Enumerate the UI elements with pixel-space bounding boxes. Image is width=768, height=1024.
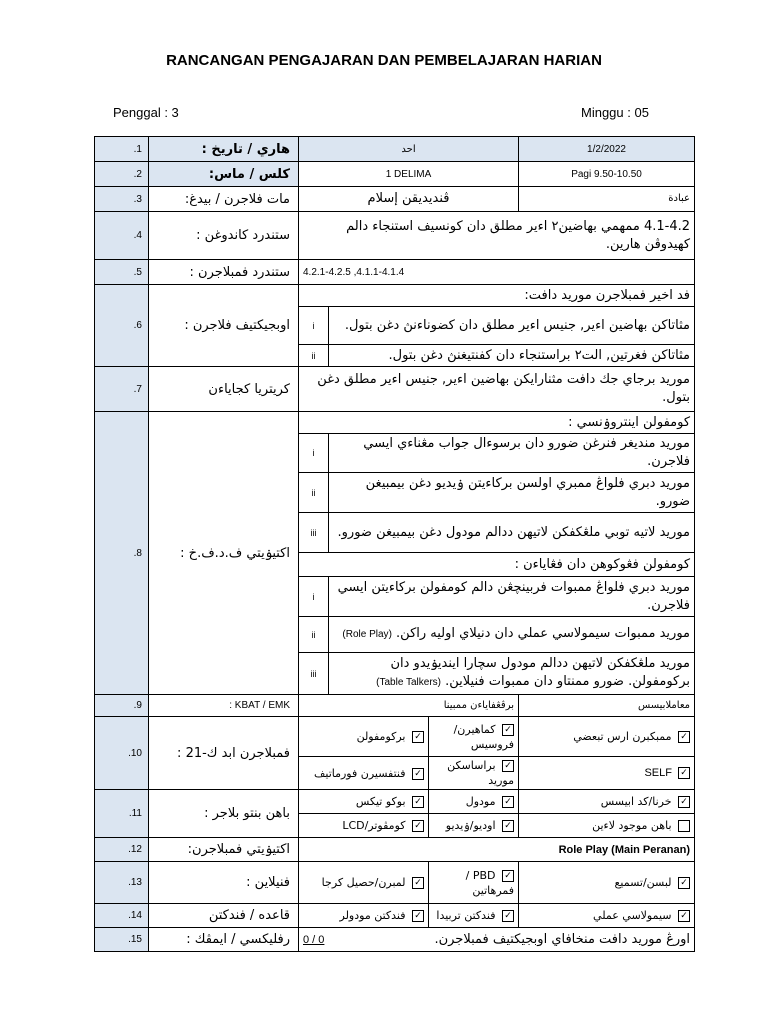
checkbox-item[interactable] [519, 717, 695, 757]
activity-text: موريد ممبوات سيمولاسي عملي دان دنيلاي اوليه راكن. [396, 626, 691, 641]
row-label-reflection: رفليكسي / ايمڤك : [149, 928, 299, 952]
table-row [95, 212, 695, 260]
emk-value: معاملابيسس [519, 695, 695, 717]
objective-item: مثاتاكن بهاضين اءير, جنيس اءير مطلق دان كضوناءنڽ دغن بتول. [329, 307, 695, 345]
table-row [95, 412, 695, 434]
row-number: .9 [95, 695, 149, 717]
checkbox-item[interactable] [299, 717, 429, 757]
row-label-class-time: كلس / ماس: [149, 162, 299, 187]
checkbox-item[interactable] [429, 814, 519, 838]
checkbox-checked-icon: ✓ [412, 768, 424, 780]
item-number: i [299, 307, 329, 345]
item-number: iii [299, 653, 329, 695]
row-number: .4 [95, 212, 149, 260]
checkbox-label: SELF [644, 766, 672, 779]
activity-item: موريد دبري فلواڠ ممبري اولسن بركاءيتن ۏيديو دغن بيمبيغن ضورو. [329, 473, 695, 513]
checkbox-label: كومڤوتر/LCD [342, 819, 406, 832]
table-row [95, 862, 695, 904]
checkbox-item[interactable] [429, 862, 519, 904]
row-number: .8 [95, 412, 149, 695]
checkbox-checked-icon: ✓ [502, 870, 514, 882]
time-value: Pagi 9.50-10.50 [519, 162, 695, 187]
checkbox-label: فندكتن مودولر [339, 909, 406, 922]
page-title: RANCANGAN PENGAJARAN DAN PEMBELAJARAN HARIAN [166, 52, 602, 69]
checkbox-item[interactable] [519, 757, 695, 790]
checkbox-item[interactable] [429, 790, 519, 814]
checkbox-checked-icon: ✓ [502, 820, 514, 832]
row-number: .1 [95, 137, 149, 162]
row-label-21st-century: فمبلاجرن ابد ك-21 : [149, 717, 299, 790]
table-row [95, 162, 695, 187]
item-number: iii [299, 513, 329, 553]
checkbox-item[interactable] [299, 904, 429, 928]
row-label-kbat-emk: KBAT / EMK : [149, 695, 299, 717]
kbat-value: برڤڠفاياءن ممبينا [299, 695, 519, 717]
learning-standard-value: 4.2.1-4.2.5 ,4.1.1-4.1.4 [299, 260, 695, 285]
row-number: .3 [95, 187, 149, 212]
reflection-ratio: 0 / 0 [303, 933, 325, 946]
objectives-heading: فد اخير فمبلاجرن موريد دافت: [299, 285, 695, 307]
checkbox-label: براساسكن موريد [447, 759, 515, 787]
lesson-plan-table [94, 136, 695, 952]
objective-item: مثاتاكن فغرتين, الت٢ براستنجاء دان كفنتيغنڽ دغن بتول. [329, 345, 695, 367]
checkbox-label: فندكتن تربيدا [436, 909, 496, 922]
checkbox-label: ممبكبرن ارس تبعضي [573, 730, 672, 743]
checkbox-item[interactable] [429, 904, 519, 928]
checkbox-item[interactable] [429, 757, 519, 790]
table-row [95, 904, 695, 928]
table-row [95, 285, 695, 307]
checkbox-label: مودول [465, 795, 496, 808]
checkbox-checked-icon: ✓ [678, 910, 690, 922]
checkbox-checked-icon: ✓ [502, 910, 514, 922]
item-number: ii [299, 473, 329, 513]
checkbox-checked-icon: ✓ [412, 877, 424, 889]
row-number: .2 [95, 162, 149, 187]
row-label-subject: مات فلاجرن / بيدغ: [149, 187, 299, 212]
checkbox-checked-icon: ✓ [678, 796, 690, 808]
item-number: ii [299, 345, 329, 367]
field-value: عبادة [519, 187, 695, 212]
checkbox-checked-icon: ✓ [412, 910, 424, 922]
activity-note: (Role Play) [342, 629, 392, 640]
table-row [95, 838, 695, 862]
checkbox-label: بركومفولن [356, 730, 406, 743]
activities-heading-enrichment: كومفولن فڠوكوهن دان فڠاياءن : [299, 553, 695, 577]
row-number: .12 [95, 838, 149, 862]
checkbox-checked-icon: ✓ [678, 731, 690, 743]
row-label-activity: اكتيۏيتي فمبلاجرن: [149, 838, 299, 862]
checkbox-item[interactable] [519, 904, 695, 928]
checkbox-checked-icon: ✓ [502, 760, 514, 772]
checkbox-label: لبسن/تسميع [614, 876, 672, 889]
checkbox-checked-icon: ✓ [412, 796, 424, 808]
checkbox-item[interactable] [519, 790, 695, 814]
checkbox-label: خرنا/كد ابيسس [600, 795, 672, 808]
term-label: Penggal : 3 [113, 105, 179, 120]
row-number: .10 [95, 717, 149, 790]
table-row [95, 367, 695, 412]
activity-item: موريد منديغر فنرغن ضورو دان برسوءال جواب مڠناءي ايسي فلاجرن. [329, 434, 695, 473]
activity-item [329, 617, 695, 653]
row-label-teaching-aids: باهن بنتو بلاجر : [149, 790, 299, 838]
row-number: .6 [95, 285, 149, 367]
checkbox-label: PBD /فمرهاتين [465, 868, 515, 897]
checkbox-checked-icon: ✓ [502, 724, 514, 736]
item-number: i [299, 577, 329, 617]
activity-item: موريد لاتيه توبي ملڠكفكن لاتيهن ددالم مودول دغن بيمبيغن ضورو. [329, 513, 695, 553]
row-label-content-standard: ستندرد كاندوغن : [149, 212, 299, 260]
checkbox-empty-icon [678, 820, 690, 832]
checkbox-label: اوديو/ۏيديو [445, 819, 496, 832]
checkbox-item[interactable] [299, 862, 429, 904]
checkbox-checked-icon: ✓ [502, 796, 514, 808]
checkbox-checked-icon: ✓ [412, 820, 424, 832]
checkbox-item[interactable] [429, 717, 519, 757]
row-label-assessment: فنيلاين : [149, 862, 299, 904]
row-label-learning-standard: ستندرد فمبلاجرن : [149, 260, 299, 285]
table-row [95, 260, 695, 285]
checkbox-label: باهن موجود لاءين [592, 819, 672, 832]
row-number: .15 [95, 928, 149, 952]
row-number: .7 [95, 367, 149, 412]
row-number: .14 [95, 904, 149, 928]
row-label-objectives: اوبجيكتيف فلاجرن : [149, 285, 299, 367]
class-value: 1 DELIMA [299, 162, 519, 187]
table-row [95, 695, 695, 717]
row-label-day-date: هاري / تاريخ : [149, 137, 299, 162]
checkbox-label: سيمولاسي عملي [593, 909, 672, 922]
reflection-text: اورڠ موريد دافت منخافاي اوبجيكتيف فمبلاجرن. [434, 931, 691, 947]
checkbox-item[interactable] [299, 814, 429, 838]
reflection-value [299, 928, 695, 952]
checkbox-item[interactable] [519, 862, 695, 904]
week-label: Minggu : 05 [581, 105, 649, 120]
row-number: .5 [95, 260, 149, 285]
activity-item [329, 653, 695, 695]
subject-value: ڤنديديقن إسلام [299, 187, 519, 212]
row-number: .13 [95, 862, 149, 904]
date-value: 1/2/2022 [519, 137, 695, 162]
table-row [95, 928, 695, 952]
success-criteria-value: موريد برجاي جك دافت مثنارايكن بهاضين اءير, جنيس اءير مطلق دغن بتول. [299, 367, 695, 412]
row-number: .11 [95, 790, 149, 838]
checkbox-checked-icon: ✓ [678, 877, 690, 889]
checkbox-item[interactable] [299, 757, 429, 790]
activity-note: (Table Talkers) [376, 677, 442, 688]
activities-heading-intervention: كومفولن اينتروۏنسي : [299, 412, 695, 434]
row-label-approach: قاعده / فندكتن [149, 904, 299, 928]
table-row [95, 790, 695, 814]
checkbox-label: بوكو تيكس [355, 795, 406, 808]
activity-value: Role Play (Main Peranan) [299, 838, 695, 862]
activity-item: موريد دبري فلواڠ ممبوات فربينچڠن دالم كومفولن بركاءيتن ايسي فلاجرن. [329, 577, 695, 617]
checkbox-checked-icon: ✓ [412, 731, 424, 743]
checkbox-label: لمبرن/حصيل كرجا [321, 876, 406, 889]
content-standard-value: 4.1-4.2 ممهمي بهاضين٢ اءير مطلق دان كونسيف استنجاء دالم كهيدوڤن هارين. [299, 212, 695, 260]
checkbox-checked-icon: ✓ [678, 767, 690, 779]
checkbox-label: فنتفسيرن فورماتيف [313, 766, 406, 780]
row-label-activities: اكتيۏيتي ف.د.ف.خ : [149, 412, 299, 695]
item-number: ii [299, 617, 329, 653]
table-row [95, 137, 695, 162]
checkbox-item[interactable] [519, 814, 695, 838]
table-row [95, 187, 695, 212]
checkbox-item[interactable] [299, 790, 429, 814]
activity-text: موريد ملڠكفكن لاتيهن ددالم مودول سچارا اينديۏيدو دان بركومفولن. ضورو ممنتاو دان ممبوات فنيلاين. [390, 656, 691, 689]
day-value: احد [299, 137, 519, 162]
checkbox-label: كماهيرن/ فروسيس [453, 722, 515, 751]
row-label-success-criteria: كريتريا كجاياءن [149, 367, 299, 412]
table-row [95, 717, 695, 757]
item-number: i [299, 434, 329, 473]
